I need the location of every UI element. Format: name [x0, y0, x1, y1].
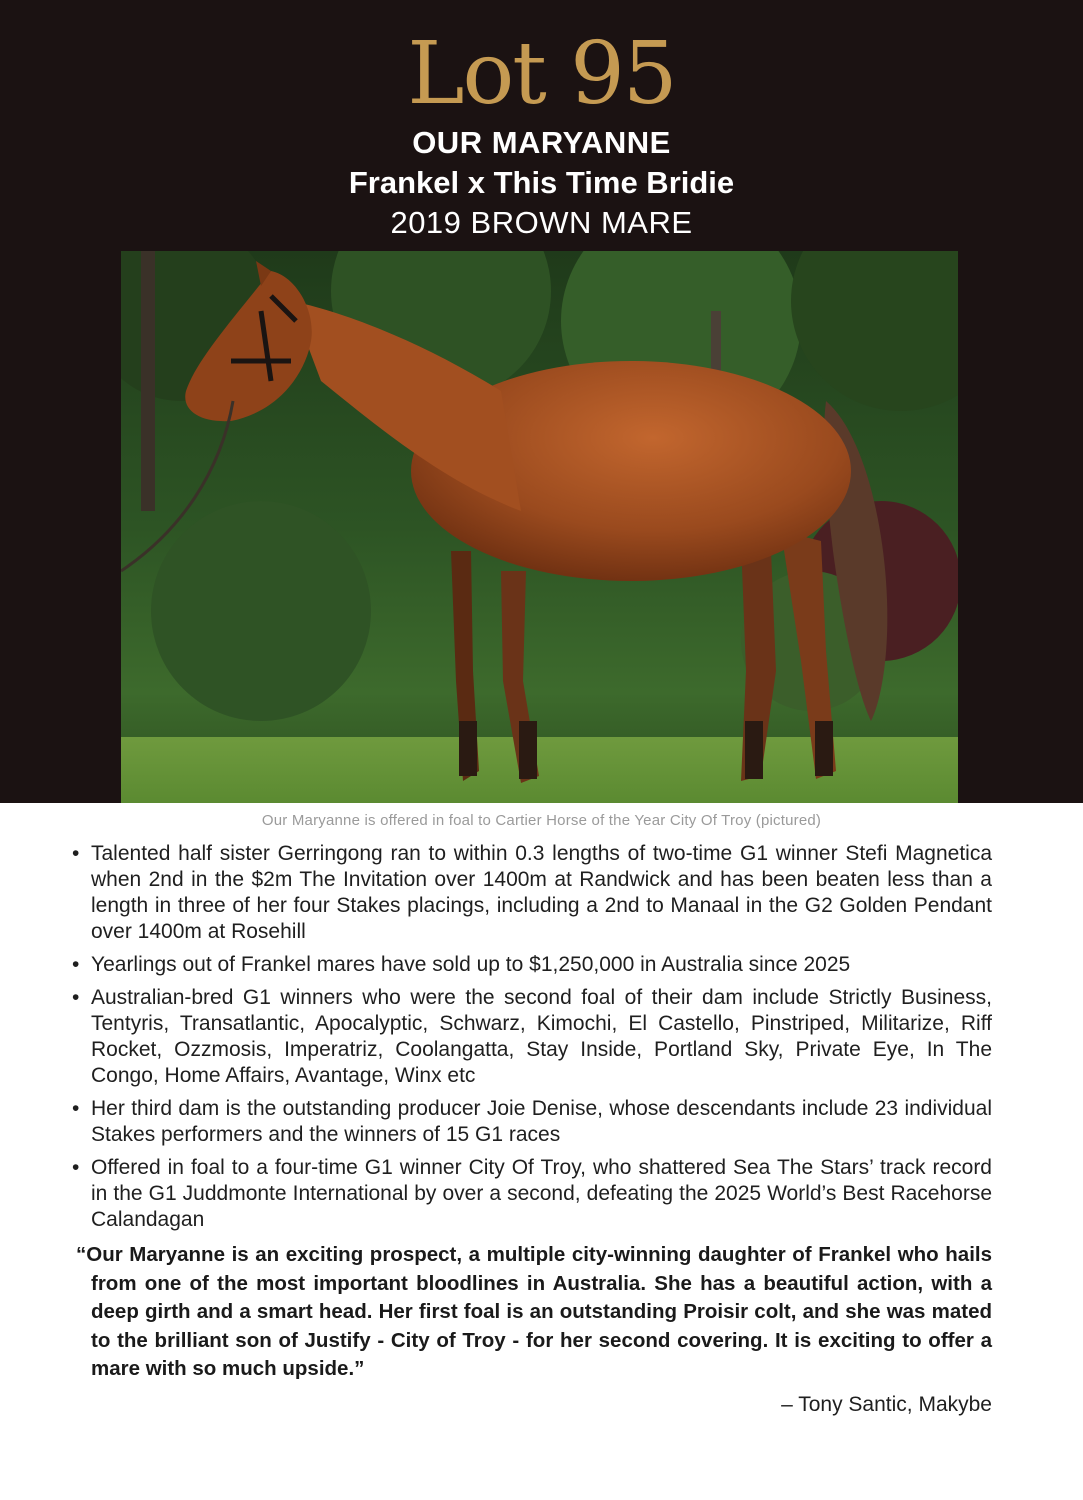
horse-photo: [121, 251, 958, 803]
list-item: [72, 952, 992, 978]
year-and-sex: 2019 BROWN MARE: [390, 205, 693, 240]
list-item-text: Yearlings out of Frankel mares have sold up to $1,250,000 in Australia since 2025: [91, 953, 851, 976]
horse-name: OUR MARYANNE: [412, 125, 671, 160]
list-item: [72, 985, 992, 1089]
quote-attribution: – Tony Santic, Makybe: [781, 1393, 992, 1416]
list-item-text: Her third dam is the outstanding producer Joie Denise, whose descendants include 23 individual Stakes performers and the winners of 15 G1 races: [91, 1097, 992, 1146]
highlights-list: [72, 841, 992, 1240]
list-item: [72, 1155, 992, 1233]
list-item: [72, 1096, 992, 1148]
lot-number: Lot 95: [407, 24, 676, 124]
list-item-text: Talented half sister Gerringong ran to within 0.3 lengths of two-time G1 winner Stefi Magnetica when 2nd in the $2m The Invitation over 1400m at Randwick and has been beaten less than a length in three of her four Stakes placings, including a 2nd to Manaal in the G2 Golden Pendant over 1400m at Rosehill: [91, 842, 992, 943]
testimonial-quote: “Our Maryanne is an exciting prospect, a multiple city-winning daughter of Frankel who hails from one of the most important bloodlines in Australia. She has a beautiful action, with a deep girth and a smart head. Her first foal is an outstanding Proisir colt, and she was mated to the brilliant son of Justify - City of Troy - for her second covering. It is exciting to offer a mare with so much upside.”: [76, 1243, 992, 1380]
list-item: [72, 841, 992, 945]
bullet-icon: •: [72, 842, 80, 865]
list-item-text: Australian-bred G1 winners who were the second foal of their dam include Strictly Business, Tentyris, Transatlantic, Apocalyptic, Schwarz, Kimochi, El Castello, Pinstriped, Militarize, Riff Rocket, Ozzmosis, Imperatriz, Coolangatta, Stay Inside, Portland Sky, Private Eye, In The Congo, Home Affairs, Avantage, Winx etc: [91, 986, 992, 1087]
bullet-icon: •: [72, 1097, 80, 1120]
pedigree: Frankel x This Time Bridie: [348, 165, 735, 200]
list-item-text: Offered in foal to a four-time G1 winner City Of Troy, who shattered Sea The Stars’ track record in the G1 Juddmonte International by over a second, defeating the 2025 World’s Best Racehorse Calandagan: [91, 1156, 992, 1231]
bullet-icon: •: [72, 986, 80, 1009]
bullet-icon: •: [72, 953, 80, 976]
bullet-icon: •: [72, 1156, 80, 1179]
photo-caption: Our Maryanne is offered in foal to Cartier Horse of the Year City Of Troy (pictured): [261, 812, 822, 829]
